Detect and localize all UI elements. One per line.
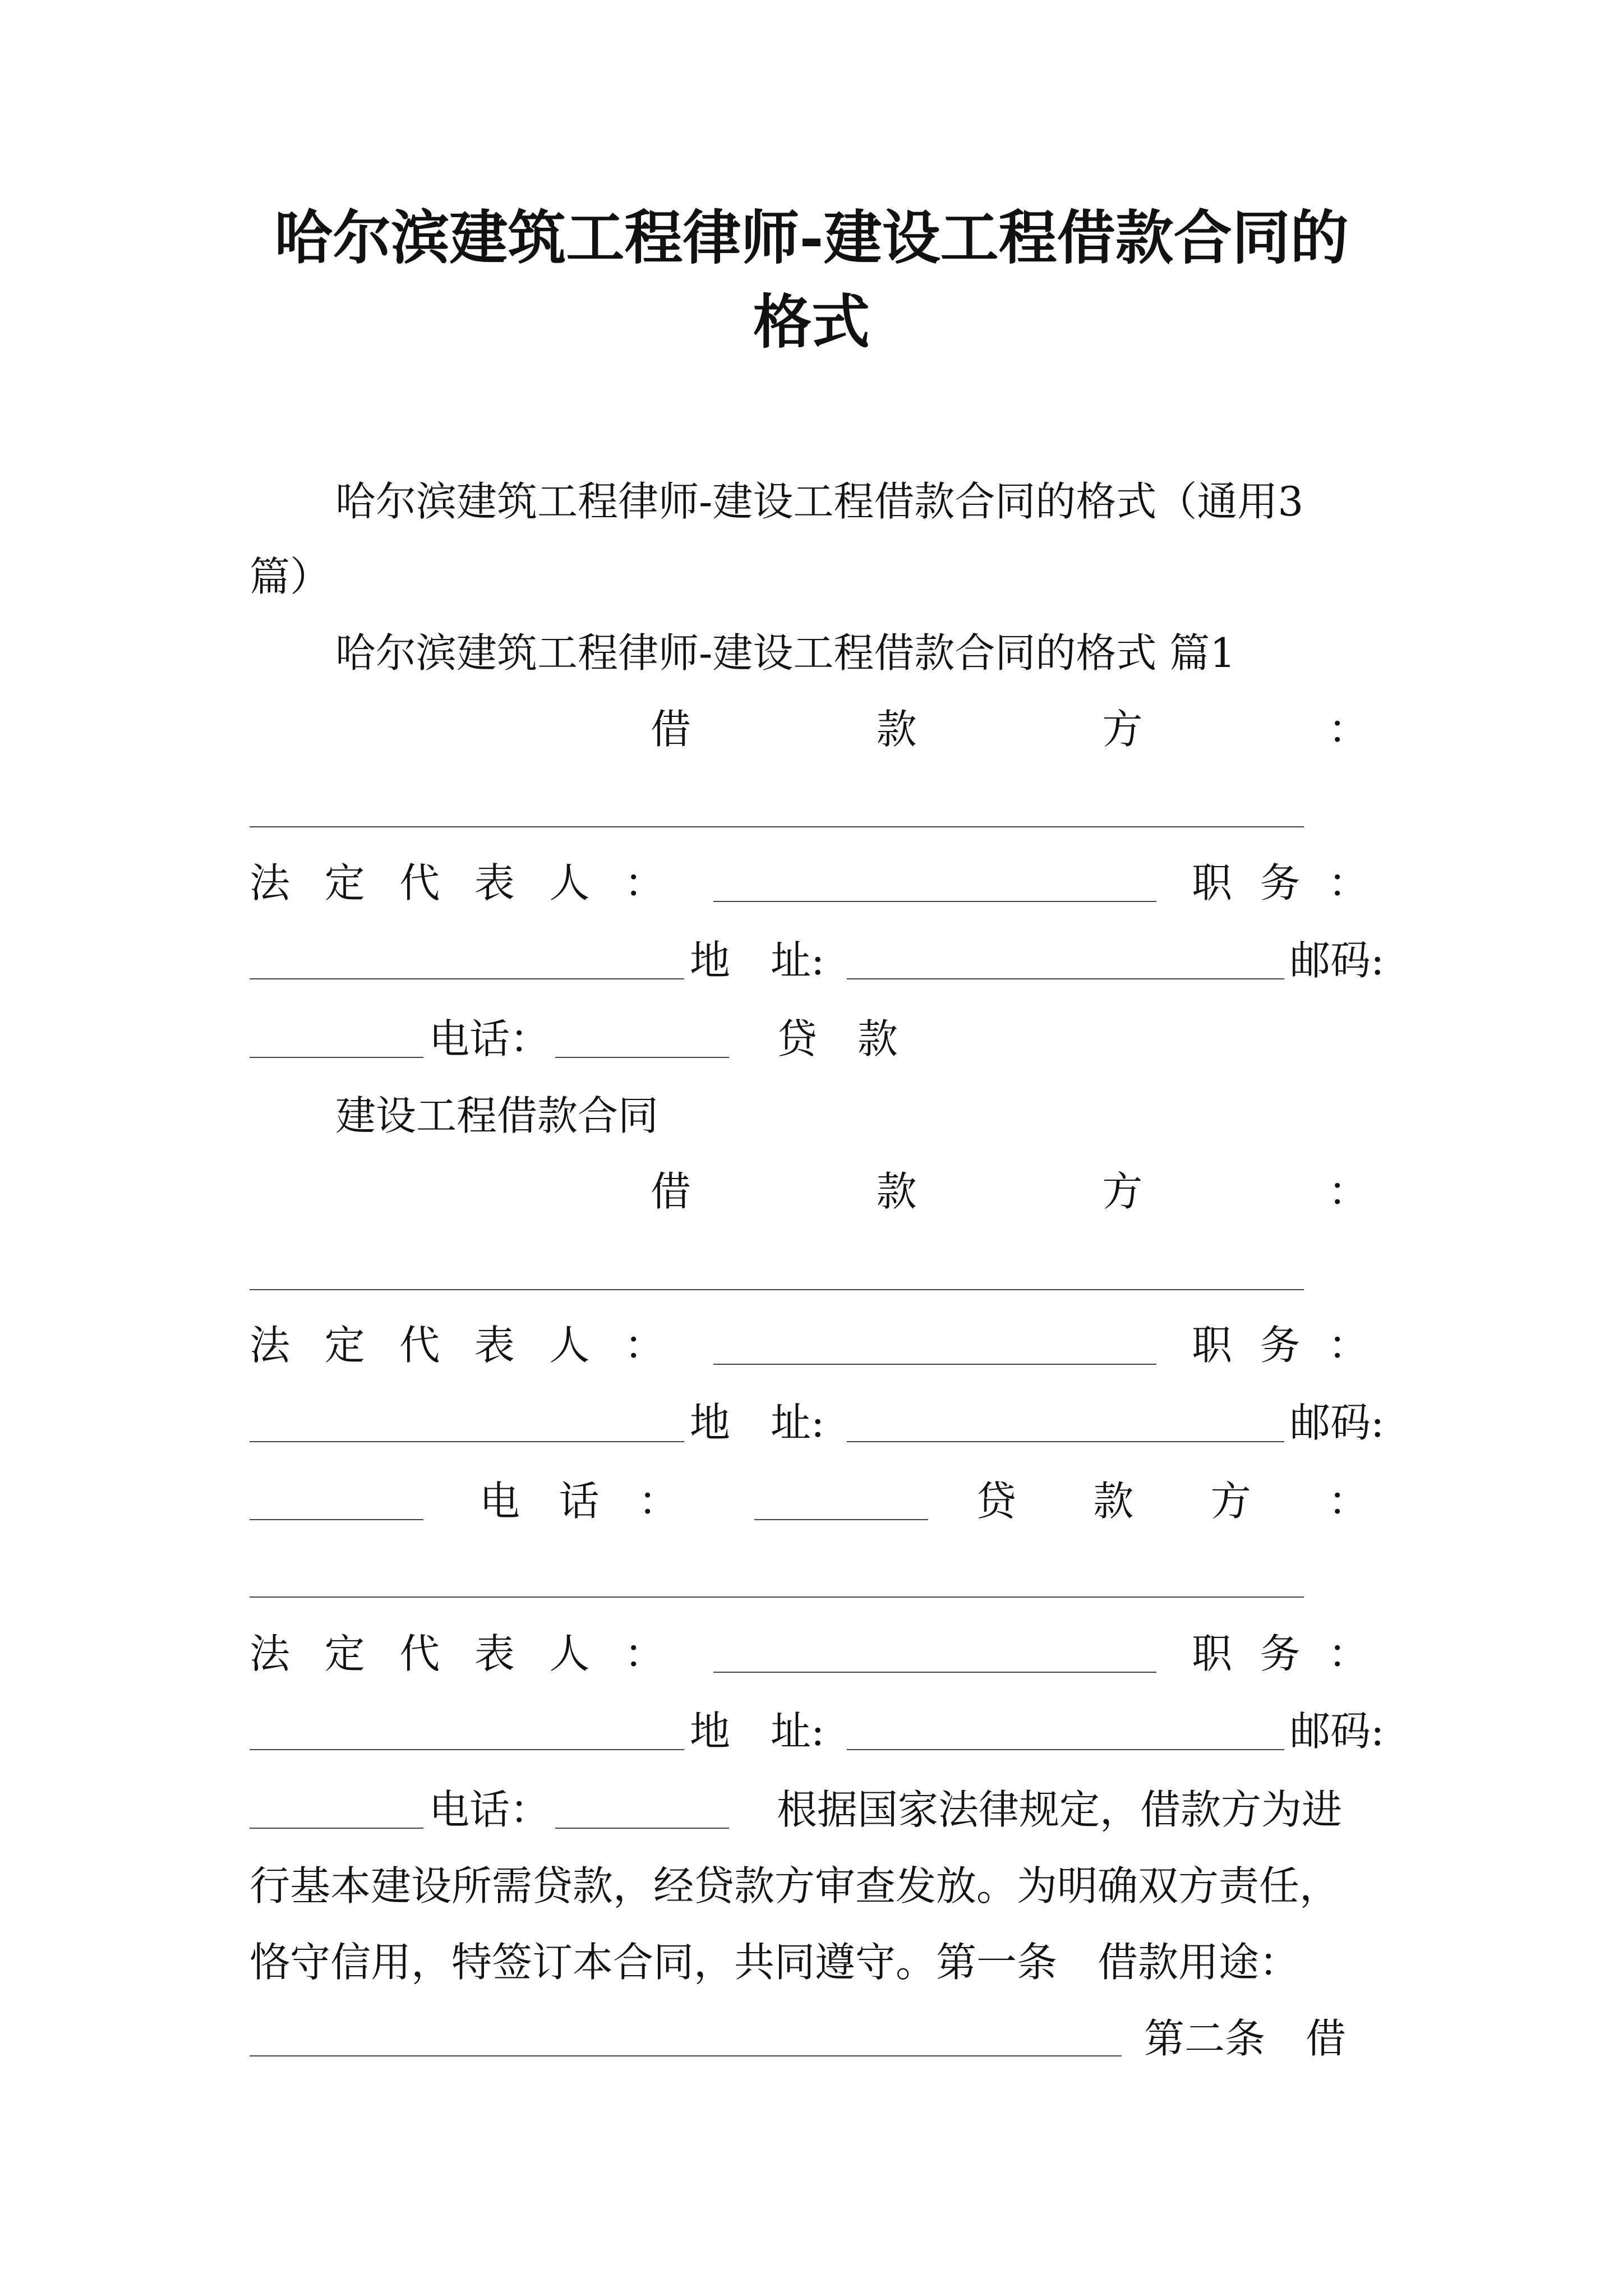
body-line-3: 恪守信用，特签订本合同，共同遵守。第一条 借款用途：	[250, 1939, 1300, 1986]
body-line-4-tail: 第二条 借	[1144, 2015, 1347, 2062]
address-blank-2	[847, 1441, 1284, 1442]
char-jie: 借	[651, 1168, 691, 1215]
legal-rep-blank-1	[713, 901, 1156, 902]
position-blank-2	[250, 1441, 684, 1442]
document-title-line-2: 格式	[753, 287, 870, 356]
char-colon: ：	[1327, 706, 1368, 753]
borrower-name-blank-1	[250, 826, 1304, 827]
legal-rep-blank-2	[713, 1364, 1156, 1365]
char-kuan: 款	[876, 1168, 917, 1215]
char-colon: ：	[638, 1478, 679, 1525]
char-wu: 务	[1260, 1630, 1301, 1677]
address-blank-3	[847, 1749, 1284, 1750]
char-biao: 表	[474, 1322, 515, 1369]
phone-blank-3	[555, 1828, 729, 1829]
char-fang: 方	[1210, 1478, 1251, 1525]
char-ding: 定	[324, 1322, 365, 1369]
address-blank-1	[847, 978, 1284, 979]
legal-rep-label-3	[250, 1630, 665, 1677]
section-heading: 哈尔滨建筑工程律师-建设工程借款合同的格式 篇1	[335, 629, 1236, 677]
char-fang: 方	[1102, 706, 1143, 753]
loan-purpose-blank	[250, 2055, 1122, 2056]
char-jie: 借	[651, 706, 691, 753]
char-colon: ：	[1327, 859, 1368, 907]
document-title-line-1: 哈尔滨建筑工程律师-建设工程借款合同的	[274, 203, 1349, 272]
legal-rep-label-1	[250, 859, 665, 907]
char-zhi: 职	[1192, 1322, 1233, 1369]
char-zhi: 职	[1192, 859, 1233, 907]
borrower-label-row-1	[651, 706, 1368, 753]
position-blank-3	[250, 1749, 684, 1750]
borrower-name-blank-2	[250, 1289, 1304, 1290]
char-kuan: 款	[1093, 1478, 1134, 1525]
postcode-label-3: 邮码:	[1290, 1708, 1385, 1755]
address-label-2: 地 址:	[690, 1399, 825, 1446]
position-label-3	[1192, 1630, 1368, 1677]
char-dai: 代	[399, 1630, 440, 1677]
position-label-2	[1192, 1322, 1368, 1369]
char-biao: 表	[474, 1630, 515, 1677]
char-ren: 人	[549, 1630, 590, 1677]
borrower-label-row-2	[651, 1168, 1368, 1215]
char-ding: 定	[324, 859, 365, 907]
body-line-2: 行基本建设所需贷款，经贷款方审查发放。为明确双方责任，	[250, 1862, 1340, 1910]
address-label-3: 地 址:	[690, 1708, 825, 1755]
char-colon: ：	[1327, 1322, 1368, 1369]
char-fa: 法	[250, 1630, 291, 1677]
char-dai: 代	[399, 859, 440, 907]
char-colon: ：	[1327, 1168, 1368, 1215]
address-label-1: 地 址:	[690, 937, 825, 984]
postcode-blank-3	[250, 1828, 423, 1829]
char-kuan: 款	[876, 706, 917, 753]
phone-label-2	[479, 1478, 679, 1525]
postcode-blank-2	[250, 1519, 423, 1520]
legal-rep-label-2	[250, 1322, 665, 1369]
char-colon: ：	[624, 859, 665, 907]
postcode-label-2: 邮码:	[1290, 1399, 1385, 1446]
phone-label-1: 电话：	[429, 1015, 551, 1062]
char-wu: 务	[1260, 859, 1301, 907]
char-fa: 法	[250, 859, 291, 907]
lender-name-blank	[250, 1596, 1304, 1598]
char-ren: 人	[549, 1322, 590, 1369]
intro-line-2: 篇）	[250, 553, 331, 600]
contract-heading: 建设工程借款合同	[335, 1092, 659, 1139]
phone-blank-1	[555, 1057, 729, 1058]
char-dian: 电	[479, 1478, 520, 1525]
char-colon: ：	[1327, 1478, 1368, 1525]
lender-label-row	[976, 1478, 1368, 1525]
char-dai: 代	[399, 1322, 440, 1369]
position-label-1	[1192, 859, 1368, 907]
char-ren: 人	[549, 859, 590, 907]
char-fang: 方	[1102, 1168, 1143, 1215]
phone-label-3: 电话：	[429, 1786, 551, 1833]
body-line-1-tail: 根据国家法律规定，借款方为进	[777, 1786, 1343, 1833]
postcode-blank-1	[250, 1057, 423, 1058]
char-wu: 务	[1260, 1322, 1301, 1369]
loan-word: 贷 款	[777, 1015, 898, 1062]
postcode-label-1: 邮码:	[1290, 937, 1385, 984]
char-biao: 表	[474, 859, 515, 907]
intro-line-1: 哈尔滨建筑工程律师-建设工程借款合同的格式（通用3	[335, 478, 1304, 525]
char-colon: ：	[1327, 1630, 1368, 1677]
char-zhi: 职	[1192, 1630, 1233, 1677]
char-colon: ：	[624, 1322, 665, 1369]
phone-blank-2	[754, 1519, 928, 1520]
char-hua: 话	[559, 1478, 600, 1525]
legal-rep-blank-3	[713, 1672, 1156, 1673]
char-fa: 法	[250, 1322, 291, 1369]
position-blank-1	[250, 978, 684, 979]
char-dai2: 贷	[976, 1478, 1017, 1525]
char-ding: 定	[324, 1630, 365, 1677]
char-colon: ：	[624, 1630, 665, 1677]
